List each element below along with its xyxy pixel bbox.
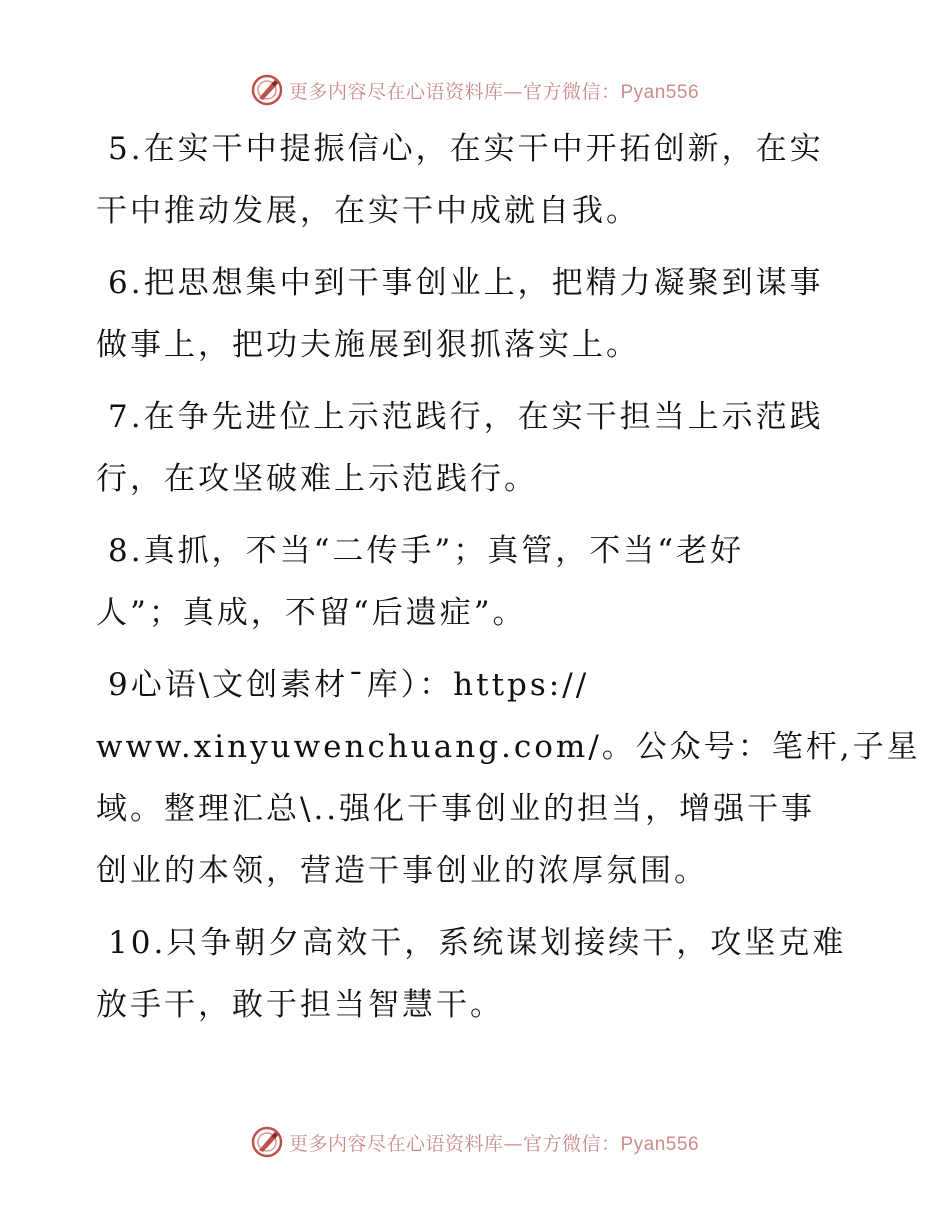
paragraph-line: 9心语\文创素材¯库）：https:// [108,667,590,703]
paragraph-line: 8.真抓，不当“二传手”；真管，不当“老好 [108,533,745,569]
paragraph-line: 人”；真成，不留“后遗症”。 [96,595,527,631]
paragraph-line: 行，在攻坚破难上示范践行。 [96,461,538,497]
paragraph-line: 6.把思想集中到干事创业上，把精力凝聚到谋事 [108,265,824,301]
paragraph-7 [96,386,856,510]
paragraph-line: 做事上，把功夫施展到狠抓落实上。 [96,327,640,363]
pen-logo-icon [251,1126,283,1158]
header-banner-brand: Pyan556 [620,81,700,103]
header-banner [0,70,950,110]
paragraph-line: 创业的本领，营造干事创业的浓厚氛围。 [96,853,708,889]
paragraph-6 [96,252,856,376]
footer-banner [0,1122,950,1162]
header-banner-label: 更多内容尽在心语资料库—官方微信： [288,80,621,103]
paragraph-line: www.xinyuwenchuang.com/。公众号：笔杆,子星 [96,729,921,765]
paragraph-8 [96,520,856,644]
paragraph-line: 7.在争先进位上示范践行，在实干担当上示范践 [108,399,824,435]
footer-banner-brand: Pyan556 [620,1133,700,1155]
header-banner-text [289,77,699,104]
footer-banner-label: 更多内容尽在心语资料库—官方微信： [288,1132,621,1155]
paragraph-line: 10.只争朝夕高效干，系统谋划接续干，攻坚克难 [108,925,847,961]
paragraph-line: 域。整理汇总\..强化干事创业的担当，增强干事 [96,791,816,827]
paragraph-line: 放手干，敢于担当智慧干。 [96,987,504,1023]
footer-banner-text [289,1129,699,1156]
paragraph-9 [96,654,921,902]
paragraph-5 [96,118,856,242]
document-body [96,118,921,1046]
paragraph-10 [96,912,856,1036]
paragraph-line: 5.在实干中提振信心，在实干中开拓创新，在实 [108,131,824,167]
pen-logo-icon [251,74,283,106]
paragraph-line: 干中推动发展，在实干中成就自我。 [96,193,640,229]
